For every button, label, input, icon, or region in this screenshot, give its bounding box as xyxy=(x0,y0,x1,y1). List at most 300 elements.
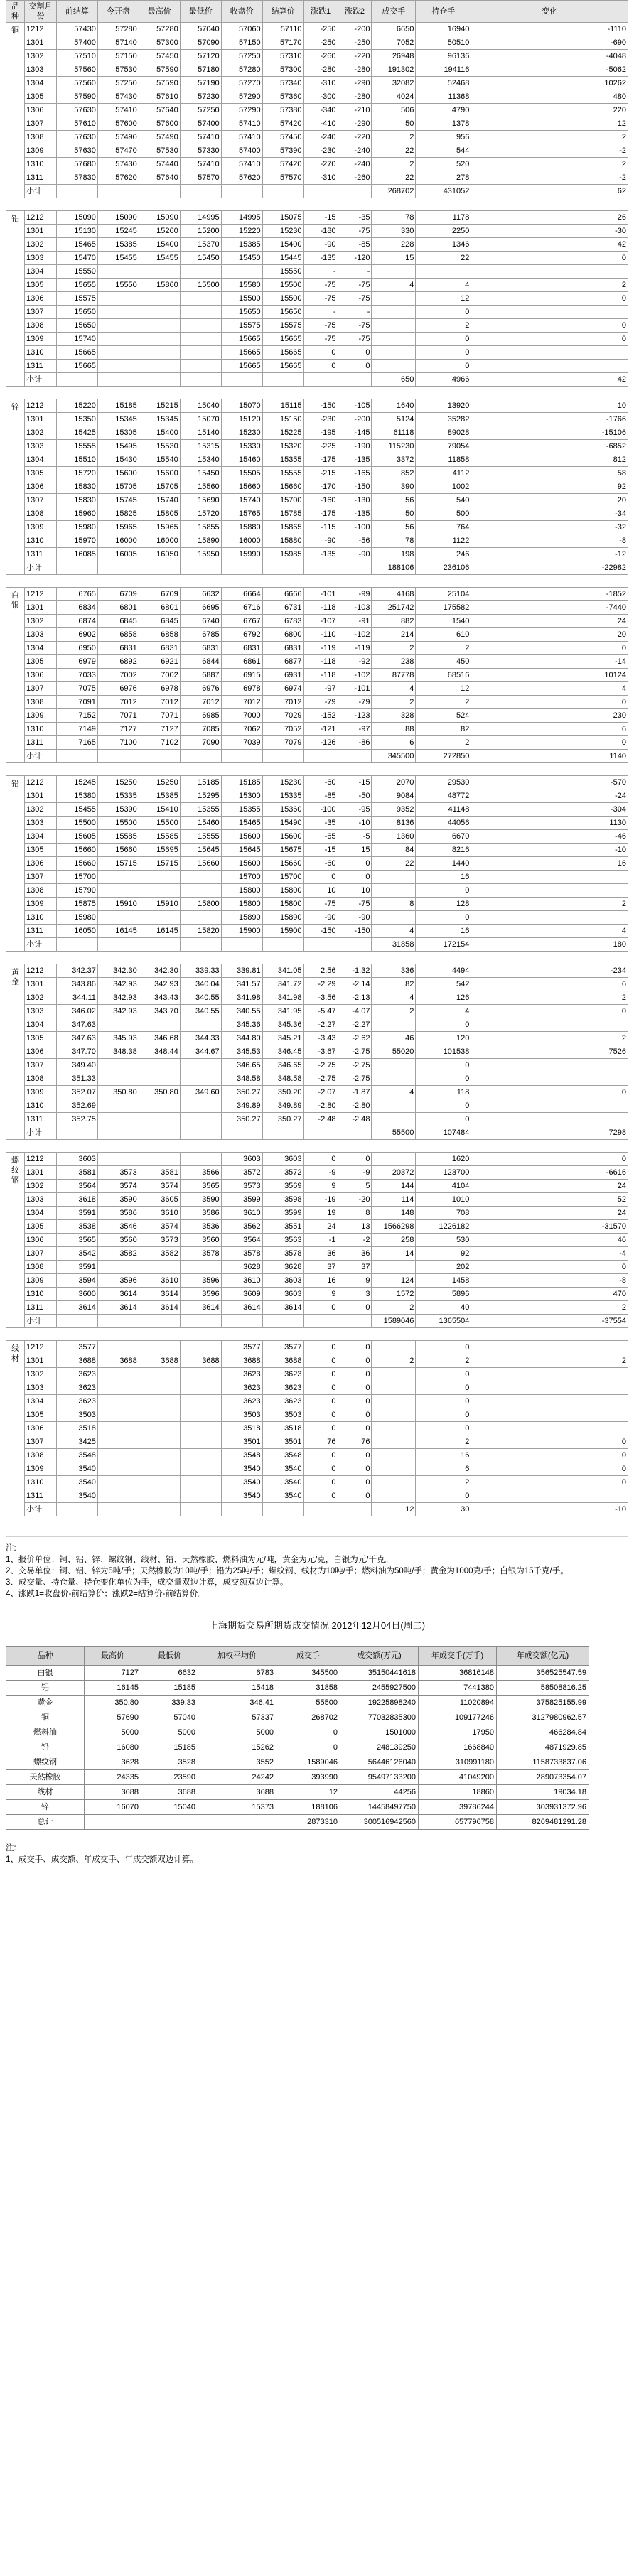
table-row xyxy=(6,1785,589,1800)
month-cell: 1302 xyxy=(24,238,56,252)
value-cell: 0 xyxy=(338,1422,372,1435)
value-cell: 57337 xyxy=(198,1710,276,1725)
value-cell: 118 xyxy=(416,1086,471,1099)
month-cell: 1309 xyxy=(24,333,56,346)
value-cell: 3623 xyxy=(56,1395,97,1408)
value-cell xyxy=(471,1072,628,1086)
value-cell: 107484 xyxy=(416,1126,471,1140)
value-cell xyxy=(180,884,221,898)
value-cell: 1566298 xyxy=(372,1220,416,1234)
value-cell: -86 xyxy=(338,736,372,750)
value-cell xyxy=(56,938,97,952)
value-cell: 657796758 xyxy=(419,1815,497,1830)
value-cell: 3614 xyxy=(221,1301,262,1315)
table-row xyxy=(6,63,628,77)
value-cell: 4 xyxy=(372,991,416,1005)
table-row xyxy=(6,1086,628,1099)
value-cell: 37 xyxy=(303,1261,338,1274)
value-cell: 6844 xyxy=(180,655,221,669)
value-cell: -35 xyxy=(338,211,372,225)
value-cell: -160 xyxy=(303,494,338,507)
value-cell: 3628 xyxy=(221,1261,262,1274)
value-cell: 3540 xyxy=(221,1476,262,1489)
value-cell xyxy=(139,265,180,279)
value-cell: 68516 xyxy=(416,669,471,682)
value-cell: 2455927500 xyxy=(340,1681,419,1696)
value-cell: 1440 xyxy=(416,857,471,871)
month-cell: 1306 xyxy=(24,1045,56,1059)
value-cell: 0 xyxy=(303,1489,338,1503)
table-row xyxy=(6,844,628,857)
value-cell xyxy=(180,333,221,346)
value-cell: 15130 xyxy=(56,225,97,238)
value-cell: 57680 xyxy=(56,158,97,171)
column-header: 持仓手 xyxy=(416,1,471,23)
value-cell: 6664 xyxy=(221,588,262,601)
value-cell xyxy=(180,360,221,373)
table-row xyxy=(6,1755,589,1770)
value-cell: 15185 xyxy=(221,776,262,789)
value-cell xyxy=(221,750,262,763)
value-cell: 15900 xyxy=(262,925,303,938)
value-cell: -100 xyxy=(303,803,338,817)
value-cell: -135 xyxy=(338,453,372,467)
table-row xyxy=(6,144,628,158)
value-cell: 341.98 xyxy=(221,991,262,1005)
gap-cell xyxy=(6,198,628,211)
value-cell: 350.80 xyxy=(97,1086,139,1099)
value-cell: -10 xyxy=(471,844,628,857)
value-cell: 0 xyxy=(471,1261,628,1274)
value-cell xyxy=(221,1126,262,1140)
month-cell: 1311 xyxy=(24,1489,56,1503)
value-cell xyxy=(97,1018,139,1032)
value-cell: 57190 xyxy=(180,77,221,90)
value-cell: 46 xyxy=(471,1234,628,1247)
value-cell xyxy=(56,373,97,387)
value-cell: 342.93 xyxy=(97,1005,139,1018)
month-cell: 1301 xyxy=(24,1166,56,1180)
value-cell: 1589046 xyxy=(276,1755,340,1770)
table-row xyxy=(6,23,628,36)
value-cell: 1365504 xyxy=(416,1315,471,1328)
value-cell: 278 xyxy=(416,171,471,185)
value-cell: 15800 xyxy=(221,884,262,898)
product-cell: 白银 xyxy=(6,588,25,763)
table-row xyxy=(6,830,628,844)
month-cell: 小计 xyxy=(24,185,56,198)
value-cell xyxy=(338,1503,372,1516)
value-cell: 347.70 xyxy=(56,1045,97,1059)
month-cell: 1311 xyxy=(24,360,56,373)
value-cell: 95497133200 xyxy=(340,1770,419,1785)
value-cell: -2 xyxy=(471,171,628,185)
month-cell: 1311 xyxy=(24,736,56,750)
value-cell: 0 xyxy=(338,1476,372,1489)
table-row xyxy=(6,1489,628,1503)
value-cell xyxy=(180,265,221,279)
value-cell xyxy=(139,1368,180,1381)
value-cell: 6767 xyxy=(221,615,262,628)
footnotes-title: 注: xyxy=(6,1844,16,1853)
month-cell: 1306 xyxy=(24,1422,56,1435)
month-cell: 1308 xyxy=(24,131,56,144)
value-cell: 7012 xyxy=(262,696,303,709)
value-cell xyxy=(471,884,628,898)
value-cell: 15120 xyxy=(221,413,262,426)
value-cell xyxy=(372,884,416,898)
value-cell: 3577 xyxy=(56,1341,97,1354)
value-cell: 114 xyxy=(372,1193,416,1207)
value-cell: 22 xyxy=(372,171,416,185)
month-cell: 1303 xyxy=(24,63,56,77)
value-cell: 6695 xyxy=(180,601,221,615)
table-row xyxy=(6,225,628,238)
value-cell: 0 xyxy=(338,1368,372,1381)
value-cell: 0 xyxy=(338,360,372,373)
value-cell: 15800 xyxy=(221,898,262,911)
value-cell xyxy=(180,1072,221,1086)
value-cell xyxy=(303,1126,338,1140)
value-cell: -2.29 xyxy=(303,978,338,991)
value-cell: 346.65 xyxy=(221,1059,262,1072)
value-cell: 57590 xyxy=(139,77,180,90)
value-cell xyxy=(139,1408,180,1422)
value-cell: 57290 xyxy=(221,104,262,117)
value-cell: 3688 xyxy=(97,1354,139,1368)
value-cell: 15245 xyxy=(97,225,139,238)
value-cell xyxy=(262,373,303,387)
value-cell: 6709 xyxy=(97,588,139,601)
value-cell: -175 xyxy=(303,453,338,467)
value-cell: 15600 xyxy=(139,467,180,480)
table-row xyxy=(6,857,628,871)
value-cell: 258 xyxy=(372,1234,416,1247)
value-cell: -4048 xyxy=(471,50,628,63)
value-cell xyxy=(97,1476,139,1489)
value-cell xyxy=(471,871,628,884)
month-cell: 小计 xyxy=(24,938,56,952)
column-header: 加权平均价 xyxy=(198,1647,276,1666)
value-cell xyxy=(372,1113,416,1126)
value-cell xyxy=(372,346,416,360)
value-cell xyxy=(139,561,180,575)
value-cell xyxy=(180,1381,221,1395)
value-cell: 350.80 xyxy=(139,1086,180,1099)
value-cell: 3603 xyxy=(262,1153,303,1166)
value-cell: 346.02 xyxy=(56,1005,97,1018)
value-cell: 0 xyxy=(471,252,628,265)
value-cell: 2250 xyxy=(416,225,471,238)
value-cell: 12 xyxy=(276,1785,340,1800)
product-name-cell: 铝 xyxy=(6,1681,85,1696)
value-cell: 349.89 xyxy=(221,1099,262,1113)
value-cell xyxy=(180,750,221,763)
value-cell: 62 xyxy=(471,185,628,198)
value-cell: 7002 xyxy=(139,669,180,682)
value-cell: 124 xyxy=(372,1274,416,1288)
month-cell: 1306 xyxy=(24,857,56,871)
value-cell: -150 xyxy=(338,480,372,494)
table-row xyxy=(6,1462,628,1476)
value-cell: 3536 xyxy=(180,1220,221,1234)
value-cell: -12 xyxy=(471,548,628,561)
value-cell: 57410 xyxy=(221,131,262,144)
table-row xyxy=(6,279,628,292)
value-cell xyxy=(180,1422,221,1435)
footnotes-line: 1、成交手、成交额、年成交手、年成交额双边计算。 xyxy=(6,1855,198,1864)
month-cell: 1303 xyxy=(24,817,56,830)
value-cell: -75 xyxy=(338,225,372,238)
value-cell xyxy=(97,1261,139,1274)
value-cell: 1620 xyxy=(416,1153,471,1166)
value-cell: 0 xyxy=(471,319,628,333)
value-cell: 15665 xyxy=(221,360,262,373)
value-cell: 348.58 xyxy=(221,1072,262,1086)
value-cell: 812 xyxy=(471,453,628,467)
value-cell: 7149 xyxy=(56,723,97,736)
value-cell: 89028 xyxy=(416,426,471,440)
value-cell xyxy=(338,1315,372,1328)
value-cell: 15530 xyxy=(139,440,180,453)
value-cell: 144 xyxy=(372,1180,416,1193)
value-cell: 57060 xyxy=(221,23,262,36)
value-cell: 3540 xyxy=(262,1476,303,1489)
value-cell: 3688 xyxy=(139,1354,180,1368)
value-cell xyxy=(139,1315,180,1328)
value-cell: 15880 xyxy=(221,521,262,534)
value-cell xyxy=(97,1072,139,1086)
value-cell: 3609 xyxy=(221,1288,262,1301)
value-cell: 56 xyxy=(372,521,416,534)
value-cell: 7090 xyxy=(180,736,221,750)
value-cell: -75 xyxy=(338,898,372,911)
value-cell xyxy=(180,292,221,306)
value-cell xyxy=(372,1381,416,1395)
value-cell: 3596 xyxy=(97,1274,139,1288)
table-row xyxy=(6,1166,628,1180)
month-cell: 1302 xyxy=(24,426,56,440)
value-cell: 342.93 xyxy=(97,978,139,991)
value-cell: -97 xyxy=(303,682,338,696)
table-row xyxy=(6,884,628,898)
value-cell: 16070 xyxy=(85,1800,141,1815)
value-cell: 50 xyxy=(372,117,416,131)
product-name-cell: 螺纹钢 xyxy=(6,1755,85,1770)
value-cell xyxy=(221,185,262,198)
value-cell xyxy=(372,1435,416,1449)
value-cell: 0 xyxy=(416,1099,471,1113)
value-cell xyxy=(180,1099,221,1113)
table-row xyxy=(6,158,628,171)
table-row xyxy=(6,1288,628,1301)
value-cell: 15185 xyxy=(180,776,221,789)
value-cell: -280 xyxy=(338,63,372,77)
value-cell: 5896 xyxy=(416,1288,471,1301)
section-gap xyxy=(6,1140,628,1153)
value-cell: 20372 xyxy=(372,1166,416,1180)
table-row xyxy=(6,1301,628,1315)
value-cell xyxy=(139,1422,180,1435)
value-cell: 57440 xyxy=(139,158,180,171)
value-cell: 15430 xyxy=(97,453,139,467)
value-cell: 15645 xyxy=(221,844,262,857)
value-cell xyxy=(97,561,139,575)
value-cell xyxy=(97,1395,139,1408)
value-cell: 7100 xyxy=(97,736,139,750)
value-cell: 15455 xyxy=(56,803,97,817)
value-cell: 57420 xyxy=(262,158,303,171)
table-row xyxy=(6,803,628,817)
value-cell: 15745 xyxy=(97,494,139,507)
value-cell: 20 xyxy=(471,628,628,642)
value-cell: 57630 xyxy=(56,104,97,117)
value-cell: 3591 xyxy=(56,1261,97,1274)
value-cell: 7127 xyxy=(97,723,139,736)
value-cell: 3503 xyxy=(56,1408,97,1422)
table-row xyxy=(6,1770,589,1785)
value-cell: 32082 xyxy=(372,77,416,90)
column-header: 变化 xyxy=(471,1,628,23)
value-cell: 1002 xyxy=(416,480,471,494)
value-cell: 17950 xyxy=(419,1725,497,1740)
value-cell: 42 xyxy=(471,373,628,387)
value-cell: 0 xyxy=(303,1449,338,1462)
column-header: 最高价 xyxy=(139,1,180,23)
value-cell: 15695 xyxy=(139,844,180,857)
value-cell: -65 xyxy=(303,830,338,844)
value-cell: 0 xyxy=(416,1113,471,1126)
header-row xyxy=(6,1647,589,1666)
value-cell: 6887 xyxy=(180,669,221,682)
value-cell: 0 xyxy=(303,1381,338,1395)
value-cell: 3573 xyxy=(221,1180,262,1193)
value-cell xyxy=(303,1503,338,1516)
value-cell: 15295 xyxy=(180,789,221,803)
table-row xyxy=(6,1681,589,1696)
value-cell: 0 xyxy=(471,1153,628,1166)
value-cell: 3623 xyxy=(56,1381,97,1395)
value-cell: 0 xyxy=(471,1086,628,1099)
value-cell: 1360 xyxy=(372,830,416,844)
value-cell: 6877 xyxy=(262,655,303,669)
value-cell xyxy=(180,306,221,319)
table-row xyxy=(6,1247,628,1261)
value-cell: 3610 xyxy=(221,1207,262,1220)
value-cell: 15410 xyxy=(139,803,180,817)
value-cell: 15910 xyxy=(97,898,139,911)
value-cell: -1852 xyxy=(471,588,628,601)
value-cell: 350.27 xyxy=(262,1113,303,1126)
value-cell: 7012 xyxy=(139,696,180,709)
value-cell xyxy=(139,1449,180,1462)
value-cell: 15910 xyxy=(139,898,180,911)
value-cell xyxy=(180,185,221,198)
value-cell: 2 xyxy=(372,696,416,709)
value-cell: 3540 xyxy=(262,1489,303,1503)
value-cell: -210 xyxy=(338,104,372,117)
value-cell: 198 xyxy=(372,548,416,561)
value-cell: 6845 xyxy=(97,615,139,628)
value-cell: 1140 xyxy=(471,750,628,763)
column-header: 最低价 xyxy=(141,1647,198,1666)
value-cell: 0 xyxy=(416,1381,471,1395)
value-cell: 16 xyxy=(416,925,471,938)
value-cell: 3586 xyxy=(180,1207,221,1220)
value-cell: 15315 xyxy=(180,440,221,453)
value-cell: 22 xyxy=(372,857,416,871)
value-cell: 57430 xyxy=(97,90,139,104)
value-cell: 4966 xyxy=(416,373,471,387)
value-cell: -2.80 xyxy=(338,1099,372,1113)
value-cell: 348.44 xyxy=(139,1045,180,1059)
value-cell: 61118 xyxy=(372,426,416,440)
value-cell: 6950 xyxy=(56,642,97,655)
value-cell: 15700 xyxy=(56,871,97,884)
product-cell: 螺纹钢 xyxy=(6,1153,25,1328)
table-row xyxy=(6,1072,628,1086)
value-cell: 15225 xyxy=(262,426,303,440)
value-cell: 3518 xyxy=(56,1422,97,1435)
value-cell xyxy=(97,1153,139,1166)
page xyxy=(6,0,628,1865)
value-cell: 6976 xyxy=(180,682,221,696)
value-cell: -9 xyxy=(303,1166,338,1180)
value-cell xyxy=(139,1476,180,1489)
value-cell: 15455 xyxy=(139,252,180,265)
value-cell: 57140 xyxy=(97,36,139,50)
value-cell xyxy=(180,1489,221,1503)
value-cell: 3572 xyxy=(221,1166,262,1180)
value-cell: 1501000 xyxy=(340,1725,419,1740)
gap-cell xyxy=(6,1140,628,1153)
value-cell: 6831 xyxy=(139,642,180,655)
value-cell xyxy=(262,1126,303,1140)
table-row xyxy=(6,265,628,279)
month-cell: 1307 xyxy=(24,1435,56,1449)
table-row xyxy=(6,991,628,1005)
value-cell: 15385 xyxy=(97,238,139,252)
value-cell: -1 xyxy=(303,1234,338,1247)
table-row xyxy=(6,1710,589,1725)
value-cell xyxy=(180,1153,221,1166)
value-cell: -690 xyxy=(471,36,628,50)
value-cell xyxy=(303,373,338,387)
value-cell: 300516942560 xyxy=(340,1815,419,1830)
value-cell: 15500 xyxy=(97,817,139,830)
value-cell: 540 xyxy=(416,494,471,507)
value-cell: 310991180 xyxy=(419,1755,497,1770)
value-cell: 15830 xyxy=(56,494,97,507)
value-cell: 15820 xyxy=(180,925,221,938)
value-cell: 15705 xyxy=(97,480,139,494)
value-cell: 346.68 xyxy=(139,1032,180,1045)
value-cell: 3603 xyxy=(56,1153,97,1166)
value-cell xyxy=(139,346,180,360)
value-cell: 3573 xyxy=(97,1166,139,1180)
value-cell: -2.27 xyxy=(303,1018,338,1032)
subtotal-row xyxy=(6,185,628,198)
value-cell: 15860 xyxy=(139,279,180,292)
month-cell: 1311 xyxy=(24,1113,56,1126)
value-cell xyxy=(262,561,303,575)
table-row xyxy=(6,1005,628,1018)
value-cell: 2 xyxy=(416,1476,471,1489)
value-cell: 3503 xyxy=(262,1408,303,1422)
value-cell: 15370 xyxy=(180,238,221,252)
month-cell: 1304 xyxy=(24,830,56,844)
value-cell: 6792 xyxy=(221,628,262,642)
